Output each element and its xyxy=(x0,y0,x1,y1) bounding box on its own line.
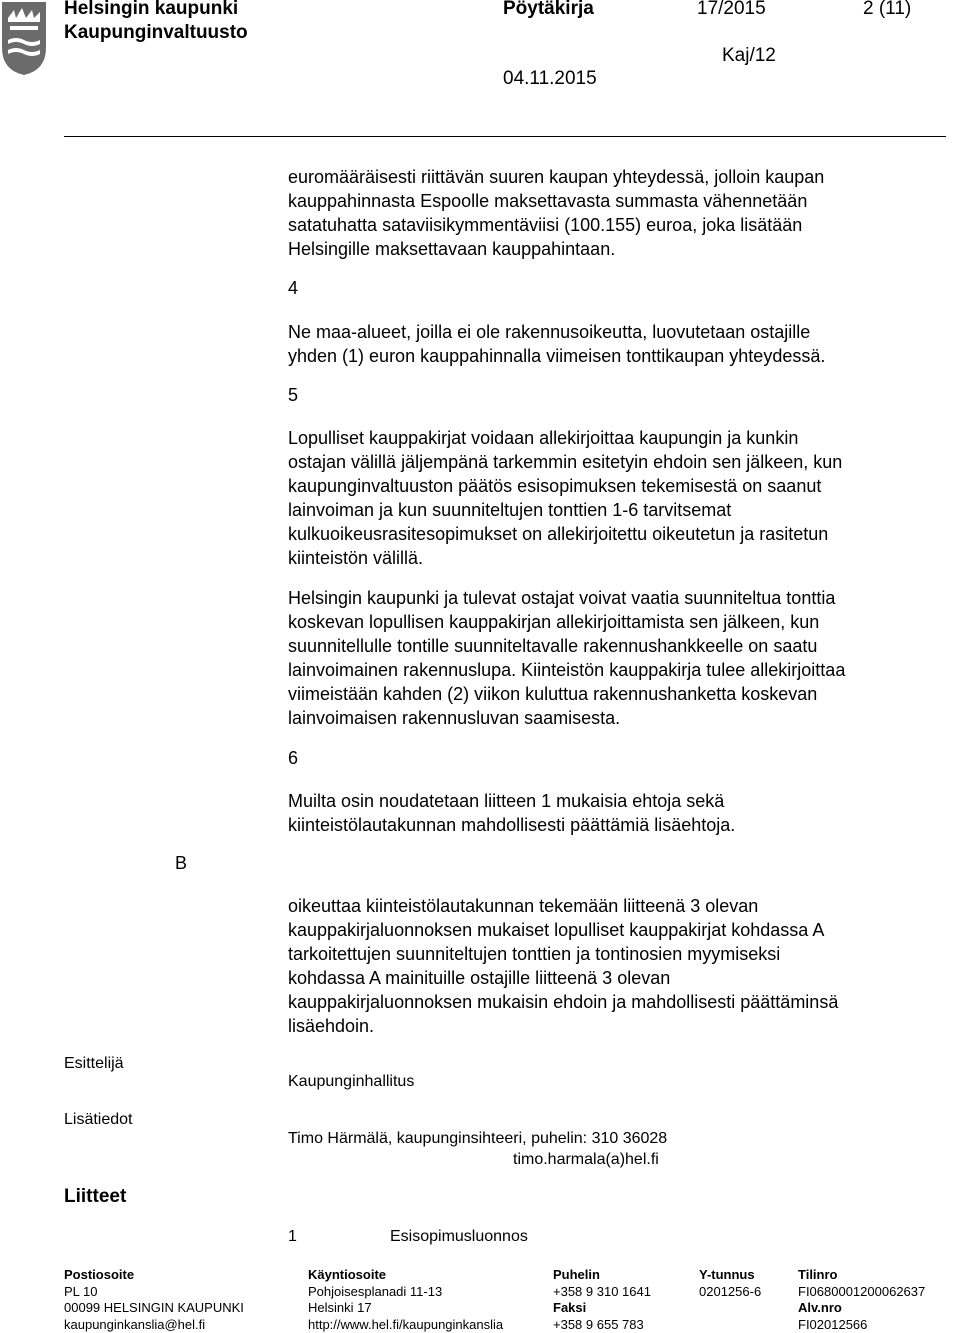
paragraph-1: euromääräisesti riittävän suuren kaupan yhteydessä, jolloin kaupan kauppahinnasta Espoolle maksettavasta summasta vähennetään satatuhatta sataviisikymmentäviisi (100.155) euroa, joka lisätään Helsingille maksettavaan kauppahintaan. xyxy=(288,165,824,261)
helsinki-crest-icon xyxy=(0,0,48,76)
lisatiedot-label: Lisätiedot xyxy=(64,1111,133,1129)
footer-email-link[interactable]: kaupunginkanslia@hel.fi xyxy=(64,1317,244,1333)
esittelija-value: Kaupunginhallitus xyxy=(288,1073,414,1091)
footer-tilinro: Tilinro FI0680001200062637 Alv.nro FI02012566 xyxy=(798,1267,925,1333)
footer-web-link[interactable]: http://www.hel.fi/kaupunginkanslia xyxy=(308,1317,503,1333)
footer-puhelin: Puhelin +358 9 310 1641 Faksi +358 9 655 783 xyxy=(553,1267,651,1333)
footer-kayntiosoite: Käyntiosoite Pohjoisesplanadi 11-13 Helsinki 17 http://www.hel.fi/kaupunginkanslia xyxy=(308,1267,503,1333)
liite-link[interactable]: Esisopimusluonnos xyxy=(390,1228,528,1246)
item-number-6: 6 xyxy=(288,748,298,769)
lisatiedot-value: Timo Härmälä, kaupunginsihteeri, puhelin: 310 36028 xyxy=(288,1130,667,1148)
paragraph-5b: Helsingin kaupunki ja tulevat ostajat voivat vaatia suunniteltua tonttia koskevan lopullisen kauppakirjan allekirjoittamista sen jälkeen, kun suunnitellulle tontille suunniteltavalle rakennushankkeelle on saatu lainvoimainen rakennuslupa. Kiinteistön kauppakirja tulee allekirjoittaa viimeistään kahden (2) viikon kuluttua rakennushanketta koskevan lainvoimaisen rakennusluvan saamisesta. xyxy=(288,586,845,730)
footer-ytunnus: Y-tunnus 0201256-6 xyxy=(699,1267,761,1300)
paragraph-b: oikeuttaa kiinteistölautakunnan tekemään liitteenä 3 olevan kauppakirjaluonnoksen mukaiset lopulliset kauppakirjat kohdassa A tarkoitettujen suunniteltujen tonttien ja tontinosien myymiseksi kohdassa A mainituille ostajille liitteenä 3 olevan kauppakirjaluonnoksen mukaisin ehdoin ja mahdollisesti päättäminsä lisäehdoin. xyxy=(288,894,838,1038)
item-number-4: 4 xyxy=(288,278,298,299)
item-number-5: 5 xyxy=(288,385,298,406)
section-b-label: B xyxy=(175,853,187,874)
paragraph-5a: Lopulliset kauppakirjat voidaan allekirjoittaa kaupungin ja kunkin ostajan välillä jäljempänä tarkemmin esitetyin ehdoin sen jälkeen, kun kaupunginvaltuuston päätös esisopimuksen tekemisestä on saanut lainvoiman ja kun suunniteltujen tonttien 1-6 tarvitsemat kulkuoikeusrasitesopimukset on allekirjoitettu oikeutetun ja rasitetun kiinteistön välillä. xyxy=(288,426,842,570)
paragraph-6: Muilta osin noudatetaan liitteen 1 mukaisia ehtoja sekä kiinteistölautakunnan mahdollisesti päättämiä lisäehtoja. xyxy=(288,789,735,837)
liite-number: 1 xyxy=(288,1228,297,1246)
meeting-date: 04.11.2015 xyxy=(503,68,597,90)
issue-number: 17/2015 xyxy=(697,0,766,20)
doc-type: Pöytäkirja xyxy=(503,0,594,20)
org-name: Helsingin kaupunki xyxy=(64,0,238,20)
page-number: 2 (11) xyxy=(863,0,911,20)
lisatiedot-email[interactable]: timo.harmala(a)hel.fi xyxy=(513,1151,659,1169)
liitteet-label: Liitteet xyxy=(64,1186,126,1208)
paragraph-4: Ne maa-alueet, joilla ei ole rakennusoikeutta, luovutetaan ostajille yhden (1) euron kauppahinnalla viimeisen tonttikaupan yhteydessä. xyxy=(288,320,825,368)
esittelija-label: Esittelijä xyxy=(64,1055,124,1073)
header-divider xyxy=(64,136,946,137)
item-code: Kaj/12 xyxy=(722,45,776,67)
footer-postiosoite: Postiosoite PL 10 00099 HELSINGIN KAUPUNKI kaupunginkanslia@hel.fi xyxy=(64,1267,244,1333)
body-name: Kaupunginvaltuusto xyxy=(64,22,248,44)
